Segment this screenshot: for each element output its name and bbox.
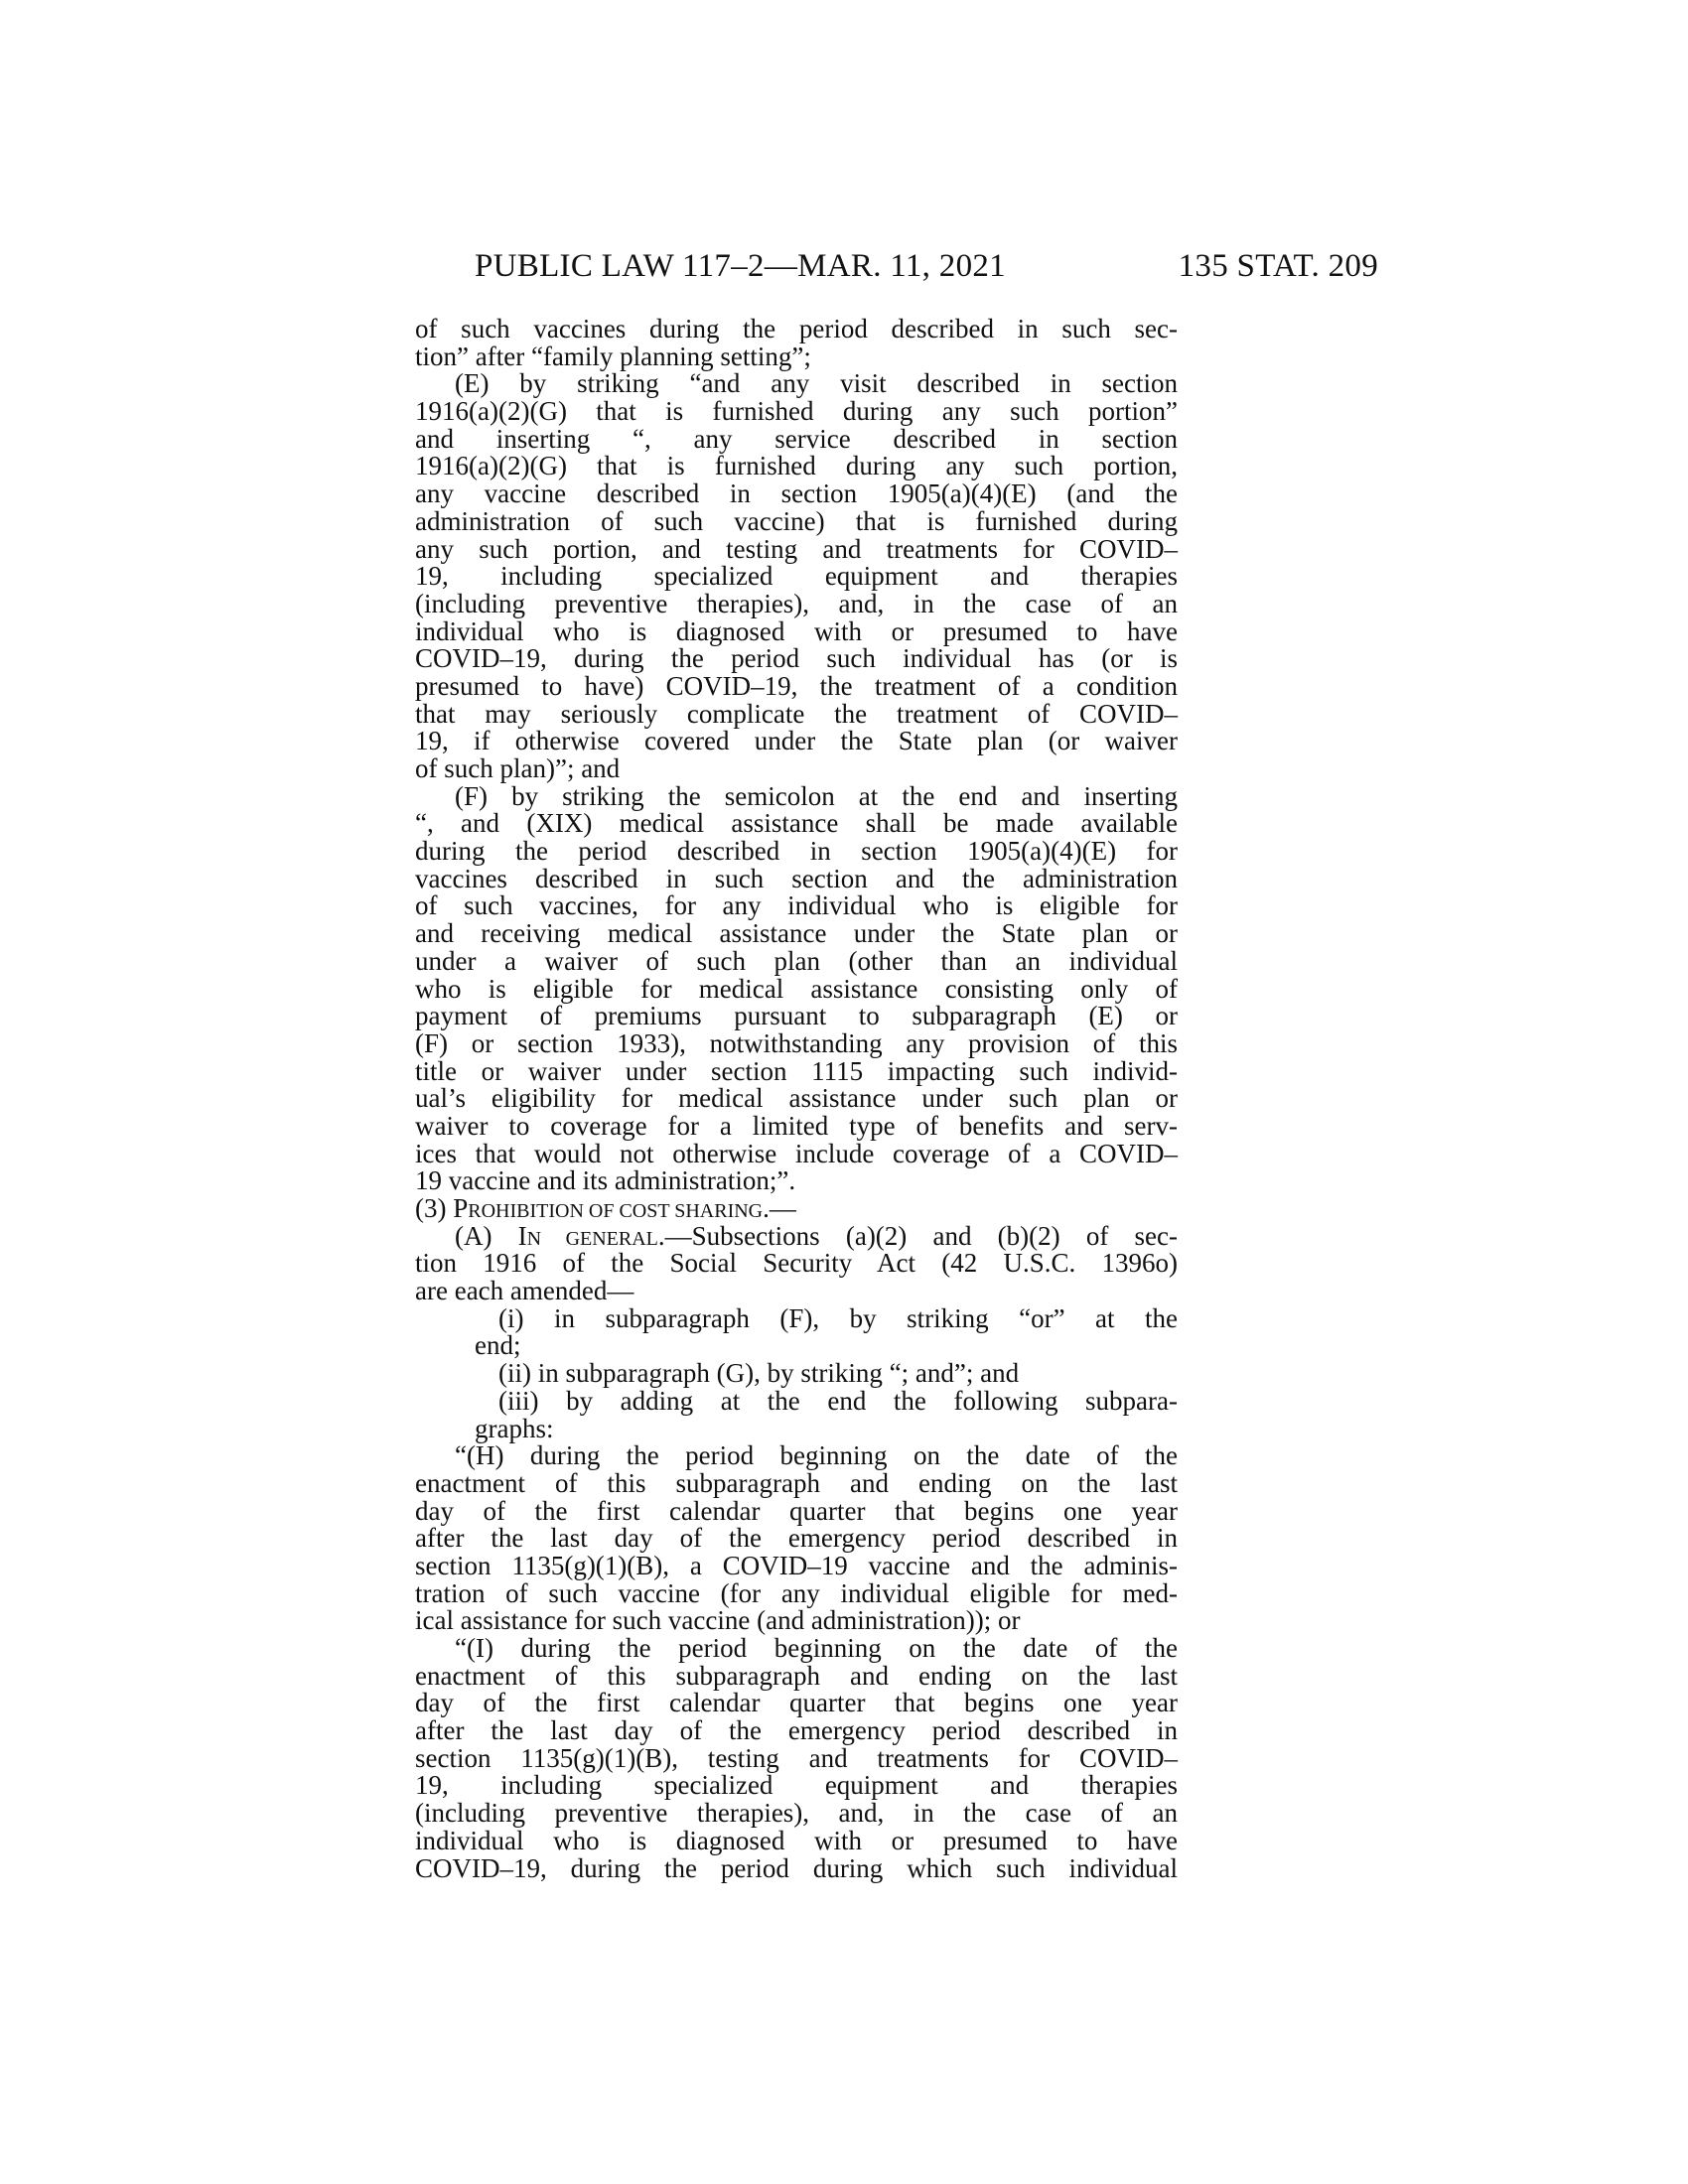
- heading-small-caps: ROHIBITION OF COST SHARING: [468, 1200, 764, 1222]
- text-line: any vaccine described in section 1905(a)(4)(E) (and the: [415, 478, 1178, 509]
- text-line: (E) by striking “and any visit described in section: [455, 368, 1178, 399]
- text-line: vaccines described in such section and the administration: [415, 863, 1178, 893]
- text-line: ical assistance for such vaccine (and administration)); or: [415, 1605, 1021, 1636]
- text-line: during the period described in section 1905(a)(4)(E) for: [415, 836, 1178, 867]
- text-line: 1916(a)(2)(G) that is furnished during any such portion”: [415, 396, 1178, 427]
- text-line: that may seriously complicate the treatment of COVID–: [415, 698, 1178, 729]
- text-line: presumed to have) COVID–19, the treatment of a condition: [415, 670, 1178, 701]
- text-line: COVID–19, during the period such individual has (or is: [415, 643, 1178, 674]
- text-line: 19, if otherwise covered under the State plan (or waiver: [415, 726, 1178, 756]
- text-line: (F) or section 1933), notwithstanding any provision of this: [415, 1027, 1178, 1058]
- text-line: tration of such vaccine (for any individual eligible for med-: [415, 1577, 1178, 1608]
- text-line: after the last day of the emergency period described in: [415, 1523, 1178, 1554]
- text-line: who is eligible for medical assistance consisting only of: [415, 973, 1178, 1004]
- text-line: graphs:: [475, 1413, 554, 1443]
- text-line: of such plan)”; and: [415, 753, 621, 783]
- text-line: any such portion, and testing and treatments for COVID–: [415, 533, 1178, 564]
- text-line: “(H) during the period beginning on the date of the: [455, 1440, 1178, 1471]
- text-line: 19 vaccine and its administration;”.: [415, 1165, 796, 1196]
- text-line: ices that would not otherwise include coverage of a COVID–: [415, 1138, 1178, 1168]
- text-line: (ii) in subparagraph (G), by striking “; and”; and: [498, 1358, 1020, 1389]
- text-line: and receiving medical assistance under the State plan or: [415, 918, 1178, 949]
- text-line: tion” after “family planning setting”;: [415, 341, 811, 371]
- section-heading-line: [415, 1220, 1178, 1251]
- statute-page-number: 135 STAT. 209: [1178, 248, 1378, 284]
- text-line: section 1135(g)(1)(B), testing and treatments for COVID–: [415, 1742, 1178, 1773]
- text-line: (iii) by adding at the end the following subpara-: [498, 1385, 1178, 1416]
- text-line: “, and (XIX) medical assistance shall be made available: [415, 808, 1178, 839]
- running-head-title: PUBLIC LAW 117–2—MAR. 11, 2021: [475, 248, 1006, 284]
- text-line: 19, including specialized equipment and therapies: [415, 1770, 1178, 1801]
- text-line: end;: [475, 1330, 521, 1361]
- text-line: ual’s eligibility for medical assistance under such plan or: [415, 1083, 1178, 1114]
- heading-prefix: (A) I: [455, 1220, 527, 1251]
- heading-prefix: (3) P: [415, 1193, 469, 1223]
- heading-small-caps: N GENERAL: [526, 1227, 658, 1250]
- text-line: day of the first calendar quarter that begins one year: [415, 1688, 1178, 1718]
- text-line: (F) by striking the semicolon at the end and inserting: [455, 780, 1178, 811]
- text-line: administration of such vaccine) that is furnished during: [415, 505, 1178, 536]
- statute-body-text: [415, 316, 1178, 1882]
- text-line: and inserting “, any service described in section: [415, 423, 1178, 454]
- text-line: waiver to coverage for a limited type of benefits and serv-: [415, 1110, 1178, 1141]
- text-line: individual who is diagnosed with or presumed to have: [415, 1825, 1178, 1855]
- heading-suffix: .—: [763, 1193, 796, 1223]
- text-line: (including preventive therapies), and, in the case of an: [415, 1798, 1178, 1829]
- page-header: [465, 248, 1378, 292]
- text-line: payment of premiums pursuant to subparagraph (E) or: [415, 1001, 1178, 1031]
- text-line: day of the first calendar quarter that begins one year: [415, 1495, 1178, 1526]
- text-line: are each amended—: [415, 1276, 634, 1306]
- text-line: section 1135(g)(1)(B), a COVID–19 vaccine and the adminis-: [415, 1550, 1178, 1580]
- text-line: (including preventive therapies), and, in the case of an: [415, 588, 1178, 618]
- text-line: tion 1916 of the Social Security Act (42 U.S.C. 1396o): [415, 1248, 1178, 1279]
- heading-suffix: .—Subsections (a)(2) and (b)(2) of sec-: [657, 1220, 1178, 1251]
- text-line: after the last day of the emergency period described in: [415, 1715, 1178, 1746]
- text-line: enactment of this subparagraph and ending on the last: [415, 1660, 1178, 1691]
- text-line: enactment of this subparagraph and ending on the last: [415, 1467, 1178, 1498]
- text-line: of such vaccines during the period described in such sec-: [415, 314, 1178, 343]
- text-line: of such vaccines, for any individual who is eligible for: [415, 890, 1178, 921]
- text-line: “(I) during the period beginning on the date of the: [455, 1633, 1178, 1663]
- text-line: 1916(a)(2)(G) that is furnished during any such portion,: [415, 451, 1178, 481]
- text-line: 19, including specialized equipment and therapies: [415, 561, 1178, 592]
- text-line: under a waiver of such plan (other than an individual: [415, 945, 1178, 976]
- text-line: COVID–19, during the period during which such individual: [415, 1852, 1178, 1883]
- text-line: (i) in subparagraph (F), by striking “or” at the: [498, 1302, 1178, 1333]
- section-heading-line: [415, 1195, 1178, 1223]
- text-line: title or waiver under section 1115 impacting such individ-: [415, 1055, 1178, 1086]
- text-line: individual who is diagnosed with or presumed to have: [415, 615, 1178, 646]
